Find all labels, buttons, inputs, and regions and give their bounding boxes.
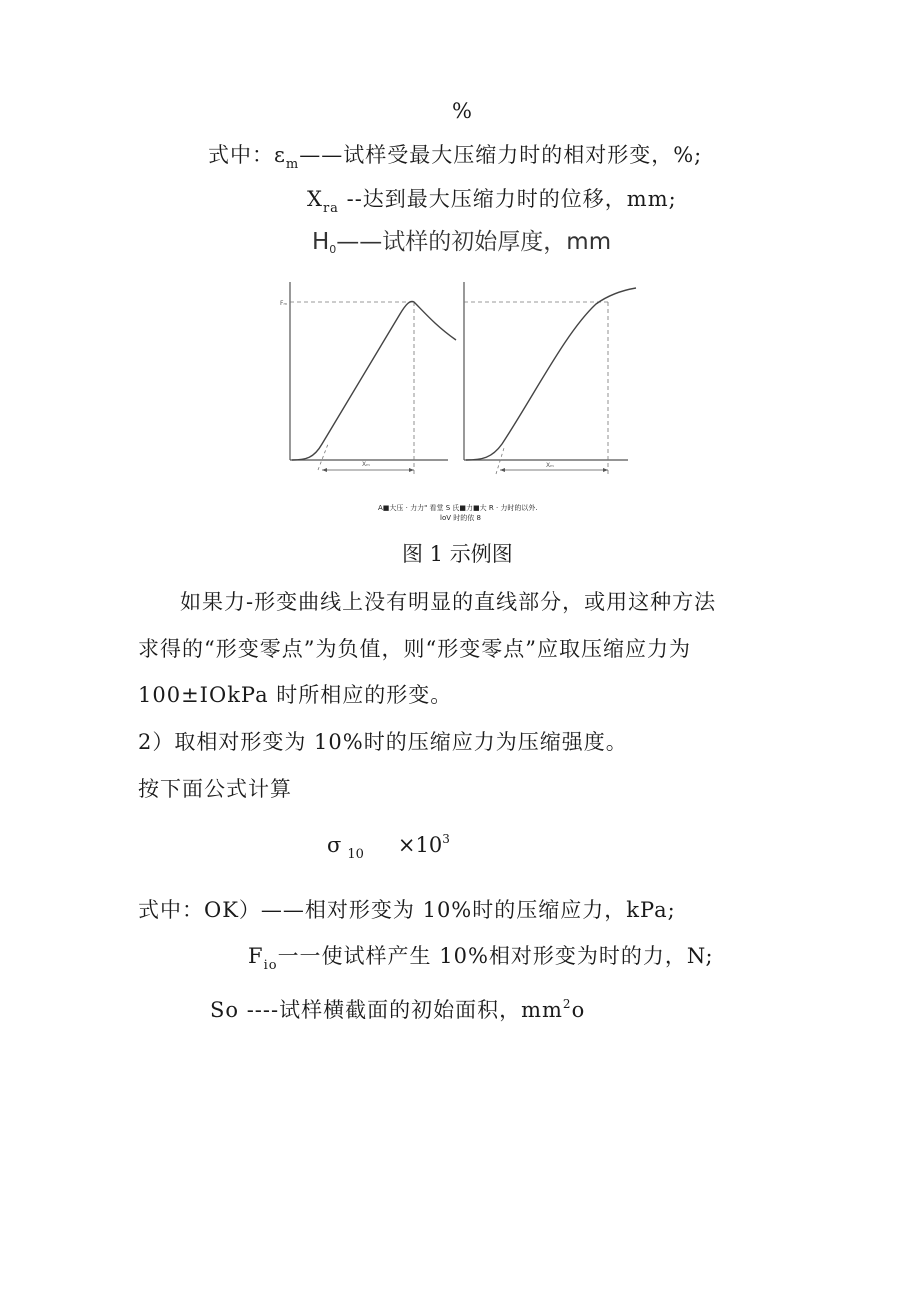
item-2: 2）取相对形变为 10%时的压缩应力为压缩强度。 bbox=[138, 730, 628, 754]
formula-times: ×10 bbox=[397, 833, 443, 857]
left-x-label: Xₘ bbox=[362, 461, 370, 468]
force-symbol: F bbox=[248, 944, 264, 968]
h0-subscript: 0 bbox=[329, 243, 337, 256]
xm-definition bbox=[307, 186, 677, 216]
epsilon-prefix: 式中： bbox=[208, 143, 274, 167]
right-curve bbox=[466, 288, 636, 460]
formula-intro: 按下面公式计算 bbox=[138, 777, 292, 801]
right-panel bbox=[464, 282, 636, 474]
epsilon-text: ——试样受最大压缩力时的相对形变，%; bbox=[299, 143, 703, 167]
h0-definition bbox=[312, 229, 611, 259]
definition-sigma: 式中：OK）——相对形变为 10%时的压缩应力，kPa; bbox=[138, 898, 676, 922]
paragraph-line-1: 如果力-形变曲线上没有明显的直线部分，或用这种方法 bbox=[180, 590, 717, 614]
formula-sigma: σ bbox=[327, 833, 342, 857]
left-y-label: Fₘ bbox=[280, 300, 288, 307]
right-xm-arrowhead-right bbox=[603, 468, 608, 472]
xm-text: --达到最大压缩力时的位移，mm; bbox=[338, 187, 677, 211]
definition-force bbox=[248, 943, 714, 973]
definition-area bbox=[210, 997, 585, 1026]
epsilon-symbol: ε bbox=[274, 143, 286, 167]
paragraph-line-2: 求得的“形变零点”为负值，则“形变零点”应取压缩应力为 bbox=[138, 637, 691, 661]
paragraph-line-3: 100±IOkPa 时所相应的形变。 bbox=[138, 683, 453, 707]
percent-line: % bbox=[452, 99, 472, 123]
left-panel bbox=[280, 282, 456, 474]
epsilon-definition bbox=[208, 142, 702, 172]
force-deformation-figure bbox=[278, 262, 640, 482]
formula-sigma-subscript: 10 bbox=[347, 847, 364, 862]
xm-symbol: X bbox=[307, 187, 323, 211]
force-subscript: io bbox=[263, 958, 278, 973]
h0-text: ——试样的初始厚度，mm bbox=[336, 229, 612, 255]
formula-exponent: 3 bbox=[442, 832, 450, 846]
left-xm-arrowhead-left bbox=[322, 468, 327, 472]
figure-small-caption-2: loV 时的依 8 bbox=[440, 514, 481, 522]
xm-subscript: ra bbox=[322, 201, 339, 216]
force-text: 一一使试样产生 10%相对形变为时的力，N; bbox=[277, 944, 714, 968]
right-x-label: Xₘ bbox=[546, 462, 554, 469]
area-suffix: o bbox=[571, 998, 586, 1022]
figure-title: 图 1 示例图 bbox=[402, 542, 513, 566]
area-prefix: So ----试样横截面的初始面积，mm bbox=[210, 998, 563, 1022]
formula bbox=[327, 832, 450, 862]
epsilon-subscript: m bbox=[285, 157, 300, 172]
right-xm-arrowhead-left bbox=[500, 468, 505, 472]
left-curve bbox=[292, 302, 456, 461]
figure-small-caption-1: A■大压 · 力力" 看堂 S 氏■力■大 R · 力时的以外. bbox=[378, 504, 538, 512]
area-superscript: 2 bbox=[562, 997, 572, 1011]
left-xm-arrowhead-right bbox=[409, 468, 414, 472]
h0-symbol: H bbox=[312, 229, 330, 255]
